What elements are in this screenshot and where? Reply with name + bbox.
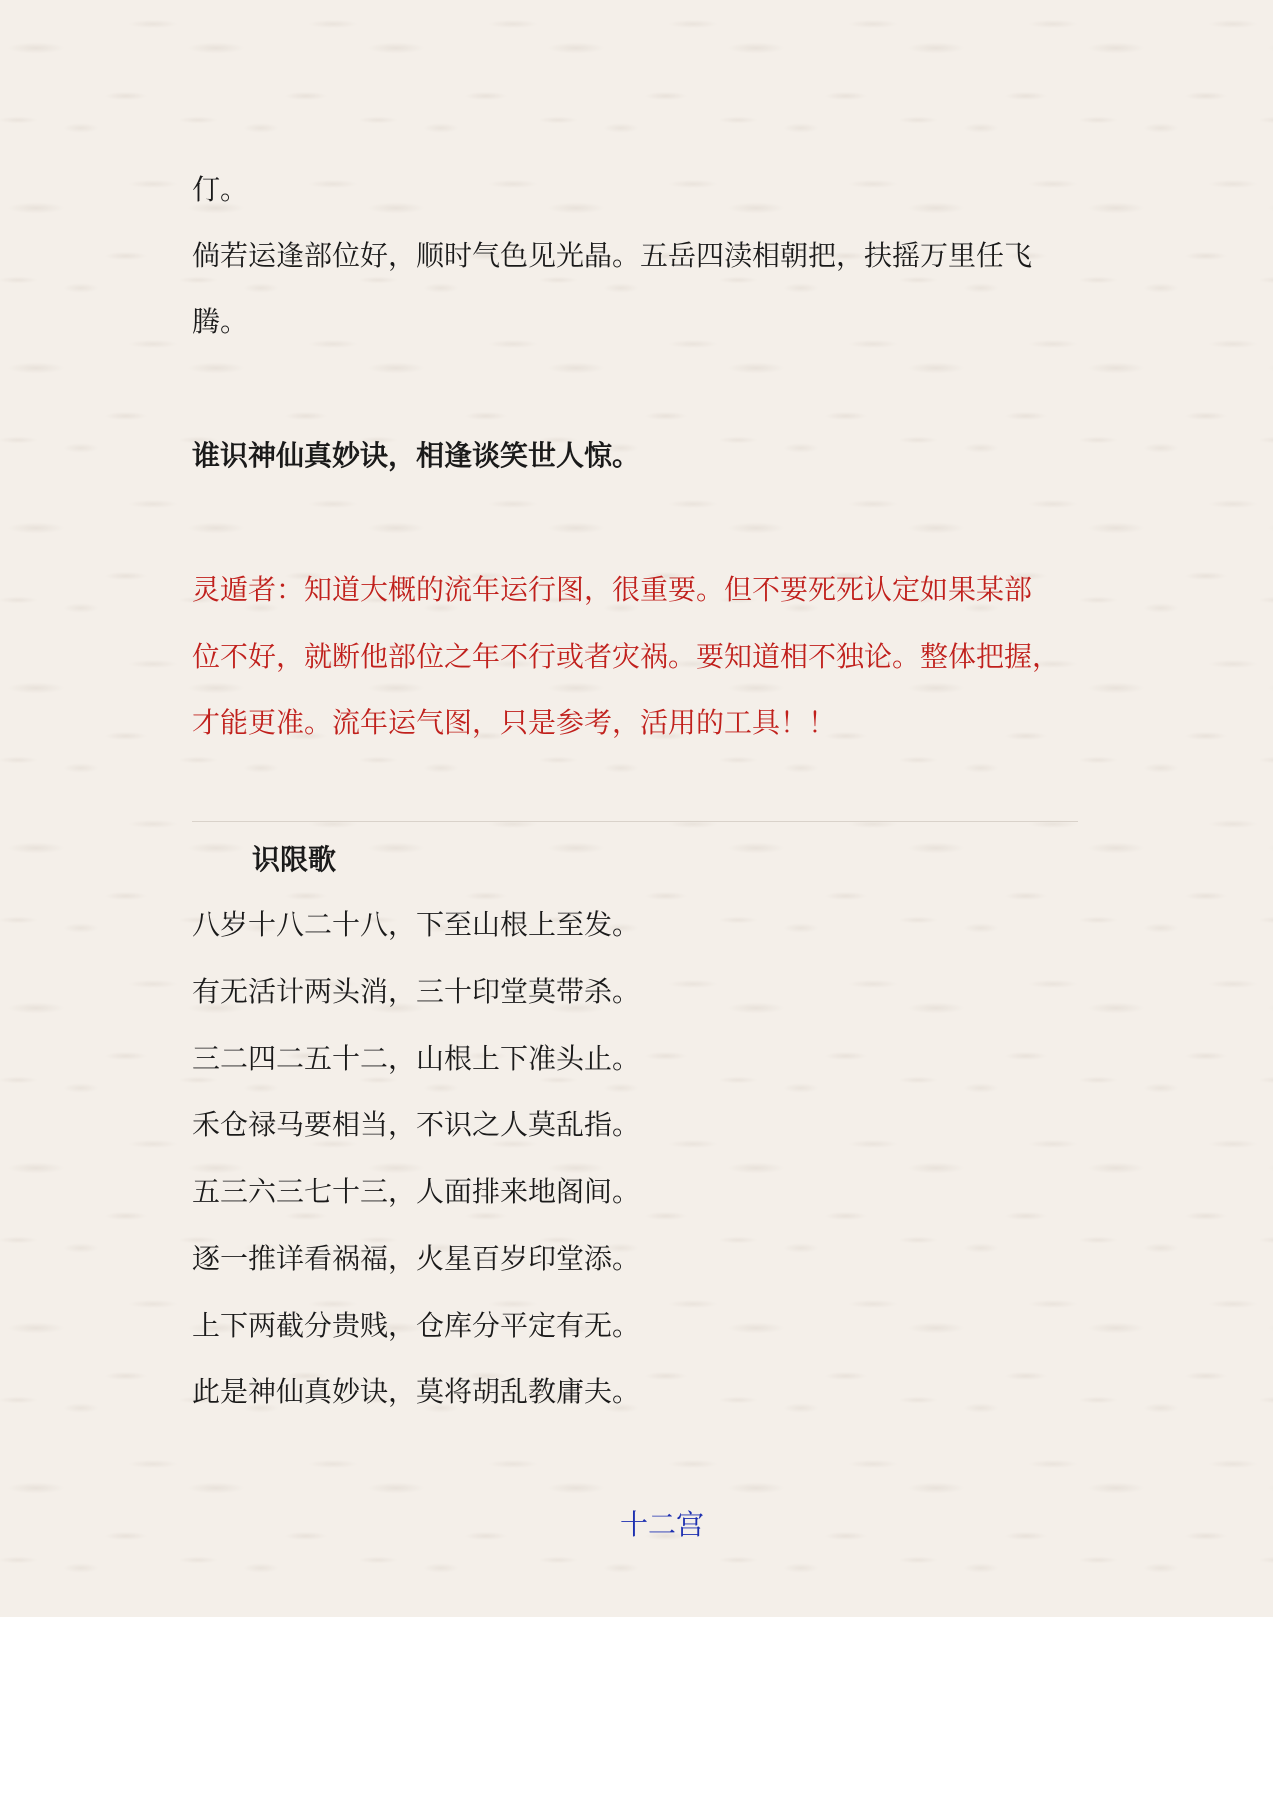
twelve-palaces-link[interactable]: 十二宫 xyxy=(620,1508,705,1541)
intro-line: 腾。 xyxy=(192,305,249,338)
section-divider xyxy=(192,821,1078,822)
comment-line: 位不好，就断他部位之年不行或者灾祸。要知道相不独论。整体把握， xyxy=(192,640,1061,673)
poem-line: 上下两截分贵贱，仓库分平定有无。 xyxy=(192,1309,641,1342)
poem-title: 识限歌 xyxy=(252,843,337,876)
poem-line: 五三六三七十三，人面排来地阁间。 xyxy=(192,1175,641,1208)
comment-line: 灵遁者：知道大概的流年运行图，很重要。但不要死死认定如果某部 xyxy=(192,573,1033,606)
poem-line: 三二四二五十二，山根上下准头止。 xyxy=(192,1042,641,1075)
comment-line: 才能更准。流年运气图，只是参考，活用的工具！！ xyxy=(192,706,837,739)
poem-line: 逐一推详看祸福，火星百岁印堂添。 xyxy=(192,1242,641,1275)
poem-line: 此是神仙真妙诀，莫将胡乱教庸夫。 xyxy=(192,1375,641,1408)
intro-line: 仃。 xyxy=(192,173,249,206)
poem-line: 有无活计两头消，三十印堂莫带杀。 xyxy=(192,975,641,1008)
poem-line: 禾仓禄马要相当，不识之人莫乱指。 xyxy=(192,1108,641,1141)
intro-line: 倘若运逢部位好，顺时气色见光晶。五岳四渎相朝把，扶摇万里任飞 xyxy=(192,239,1033,272)
poem-line: 八岁十八二十八，下至山根上至发。 xyxy=(192,908,641,941)
bold-verse: 谁识神仙真妙诀，相逢谈笑世人惊。 xyxy=(192,439,641,472)
